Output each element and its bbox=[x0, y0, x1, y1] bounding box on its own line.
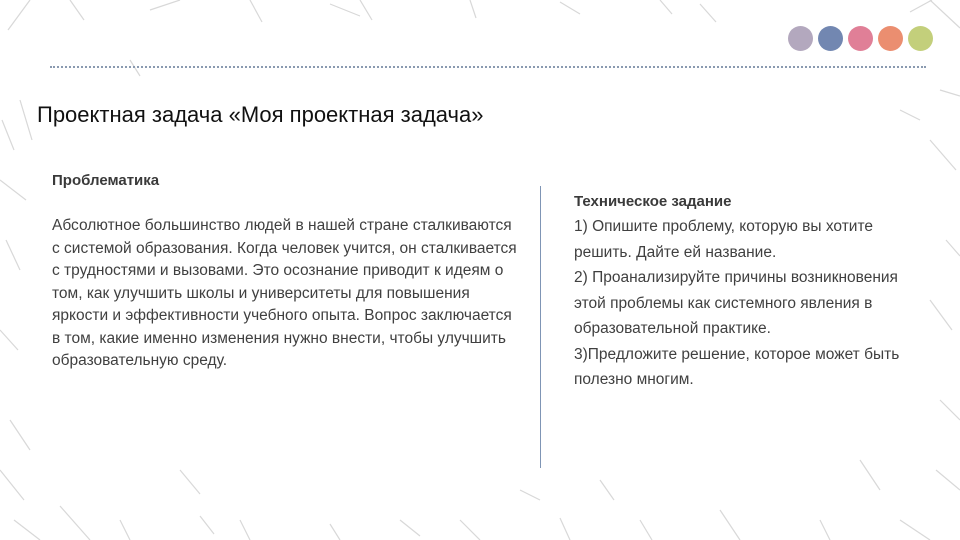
problem-text: Абсолютное большинство людей в нашей стране сталкиваются с системой образования. Когда человек учится, он сталкивается с трудностями и вызовами. Это осознание приводит к идеям о том, как улучшить школы и университеты для повышения яркости и эффективности учебного опыта. Вопрос заключается в том, какие именно изменения нужно внести, чтобы улучшить образовательную среду. bbox=[52, 217, 517, 369]
color-dot-olive bbox=[908, 26, 933, 51]
color-dot-pink bbox=[848, 26, 873, 51]
task-item-3: 3)Предложите решение, которое может быть полезно многим. bbox=[574, 345, 900, 388]
slide-title: Проектная задача «Моя проектная задача» bbox=[37, 102, 484, 127]
problem-heading: Проблематика bbox=[52, 172, 160, 189]
color-dot-orange bbox=[878, 26, 903, 51]
task-heading: Техническое задание bbox=[574, 193, 732, 210]
color-dot-lilac bbox=[788, 26, 813, 51]
column-divider bbox=[540, 186, 541, 468]
color-dots bbox=[788, 26, 933, 51]
task-section bbox=[574, 193, 924, 393]
color-dot-blue bbox=[818, 26, 843, 51]
problem-section bbox=[52, 172, 522, 373]
task-item-2: 2) Проанализируйте причины возникновения этой проблемы как системного явления в образовательной практике. bbox=[574, 269, 898, 337]
header-dotted-rule bbox=[50, 66, 926, 68]
task-item-1: 1) Опишите проблему, которую вы хотите решить. Дайте ей название. bbox=[574, 218, 874, 261]
